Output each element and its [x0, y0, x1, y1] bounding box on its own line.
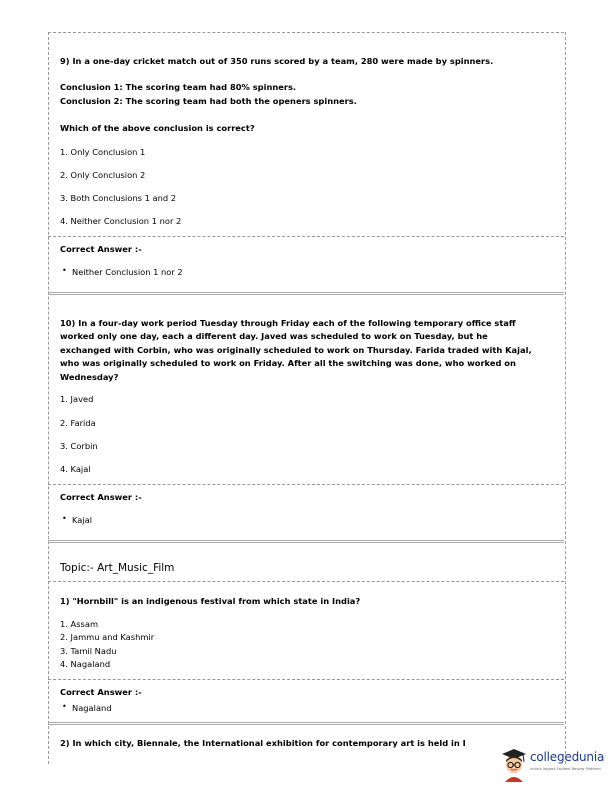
q10-line-3: exchanged with Corbin, who was originally scheduled to work on Thursday. Farida traded with Kajal,: [60, 344, 532, 355]
q9-option-4: 4. Neither Conclusion 1 nor 2: [60, 216, 182, 226]
separator: [48, 581, 564, 582]
q9-conclusion-1: Conclusion 1: The scoring team had 80% spinners.: [60, 82, 297, 92]
separator: [48, 484, 564, 485]
separator-double: [48, 540, 564, 543]
q10-answer-label: Correct Answer :-: [60, 492, 142, 502]
q9-answer-label: Correct Answer :-: [60, 244, 142, 254]
q10-line-2: worked only one day, each a different day. Javed was scheduled to work on Tuesday, but he: [60, 331, 488, 342]
t1-option-2: 2. Jammu and Kashmir: [60, 632, 155, 642]
topic-heading: Topic:- Art_Music_Film: [60, 562, 175, 574]
separator-double: [48, 292, 564, 295]
t1-answer-label: Correct Answer :-: [60, 687, 142, 697]
q10-question: [60, 317, 560, 384]
q10-option-2: 2. Farida: [60, 418, 96, 428]
t1-option-3: 3. Tamil Nadu: [60, 646, 117, 656]
q10-line-5: Wednesday?: [60, 371, 119, 382]
t1-option-4: 4. Nagaland: [60, 659, 111, 669]
q9-option-1: 1. Only Conclusion 1: [60, 147, 146, 157]
q9-answer: Neither Conclusion 1 nor 2: [72, 267, 183, 277]
q10-option-4: 4. Kajal: [60, 464, 91, 474]
logo-name: collegedunia: [530, 750, 605, 764]
q9-conclusion-2: Conclusion 2: The scoring team had both the openers spinners.: [60, 96, 357, 106]
page-frame: [48, 32, 566, 764]
t1-option-1: 1. Assam: [60, 619, 99, 629]
q10-option-1: 1. Javed: [60, 394, 94, 404]
separator-double: [48, 722, 564, 725]
q10-line-4: who was originally scheduled to work on Friday. After all the switching was done, who worked on: [60, 358, 516, 369]
bullet-icon: •: [62, 514, 67, 523]
separator: [48, 679, 564, 680]
q9-prompt: Which of the above conclusion is correct?: [60, 123, 255, 133]
t1-question: 1) "Hornbill" is an indigenous festival from which state in India?: [60, 596, 361, 606]
bullet-icon: •: [62, 702, 67, 711]
q10-answer: Kajal: [72, 515, 93, 525]
q9-option-3: 3. Both Conclusions 1 and 2: [60, 193, 177, 203]
collegedunia-logo: [500, 746, 612, 786]
q10-line-1: 10) In a four-day work period Tuesday through Friday each of the following temporary office staff: [60, 318, 516, 328]
t2-question: 2) In which city, Biennale, the International exhibition for contemporary art is held in I: [60, 738, 466, 748]
logo-tagline: India's largest Student Review Platform: [530, 767, 601, 771]
q9-question: 9) In a one-day cricket match out of 350 runs scored by a team, 280 were made by spinners.: [60, 56, 494, 66]
top-border: [48, 32, 564, 33]
graduate-mascot-icon: [500, 748, 528, 782]
q9-option-2: 2. Only Conclusion 2: [60, 170, 146, 180]
q10-option-3: 3. Corbin: [60, 441, 98, 451]
separator: [48, 236, 564, 237]
bullet-icon: •: [62, 266, 67, 275]
t1-answer: Nagaland: [72, 703, 112, 713]
